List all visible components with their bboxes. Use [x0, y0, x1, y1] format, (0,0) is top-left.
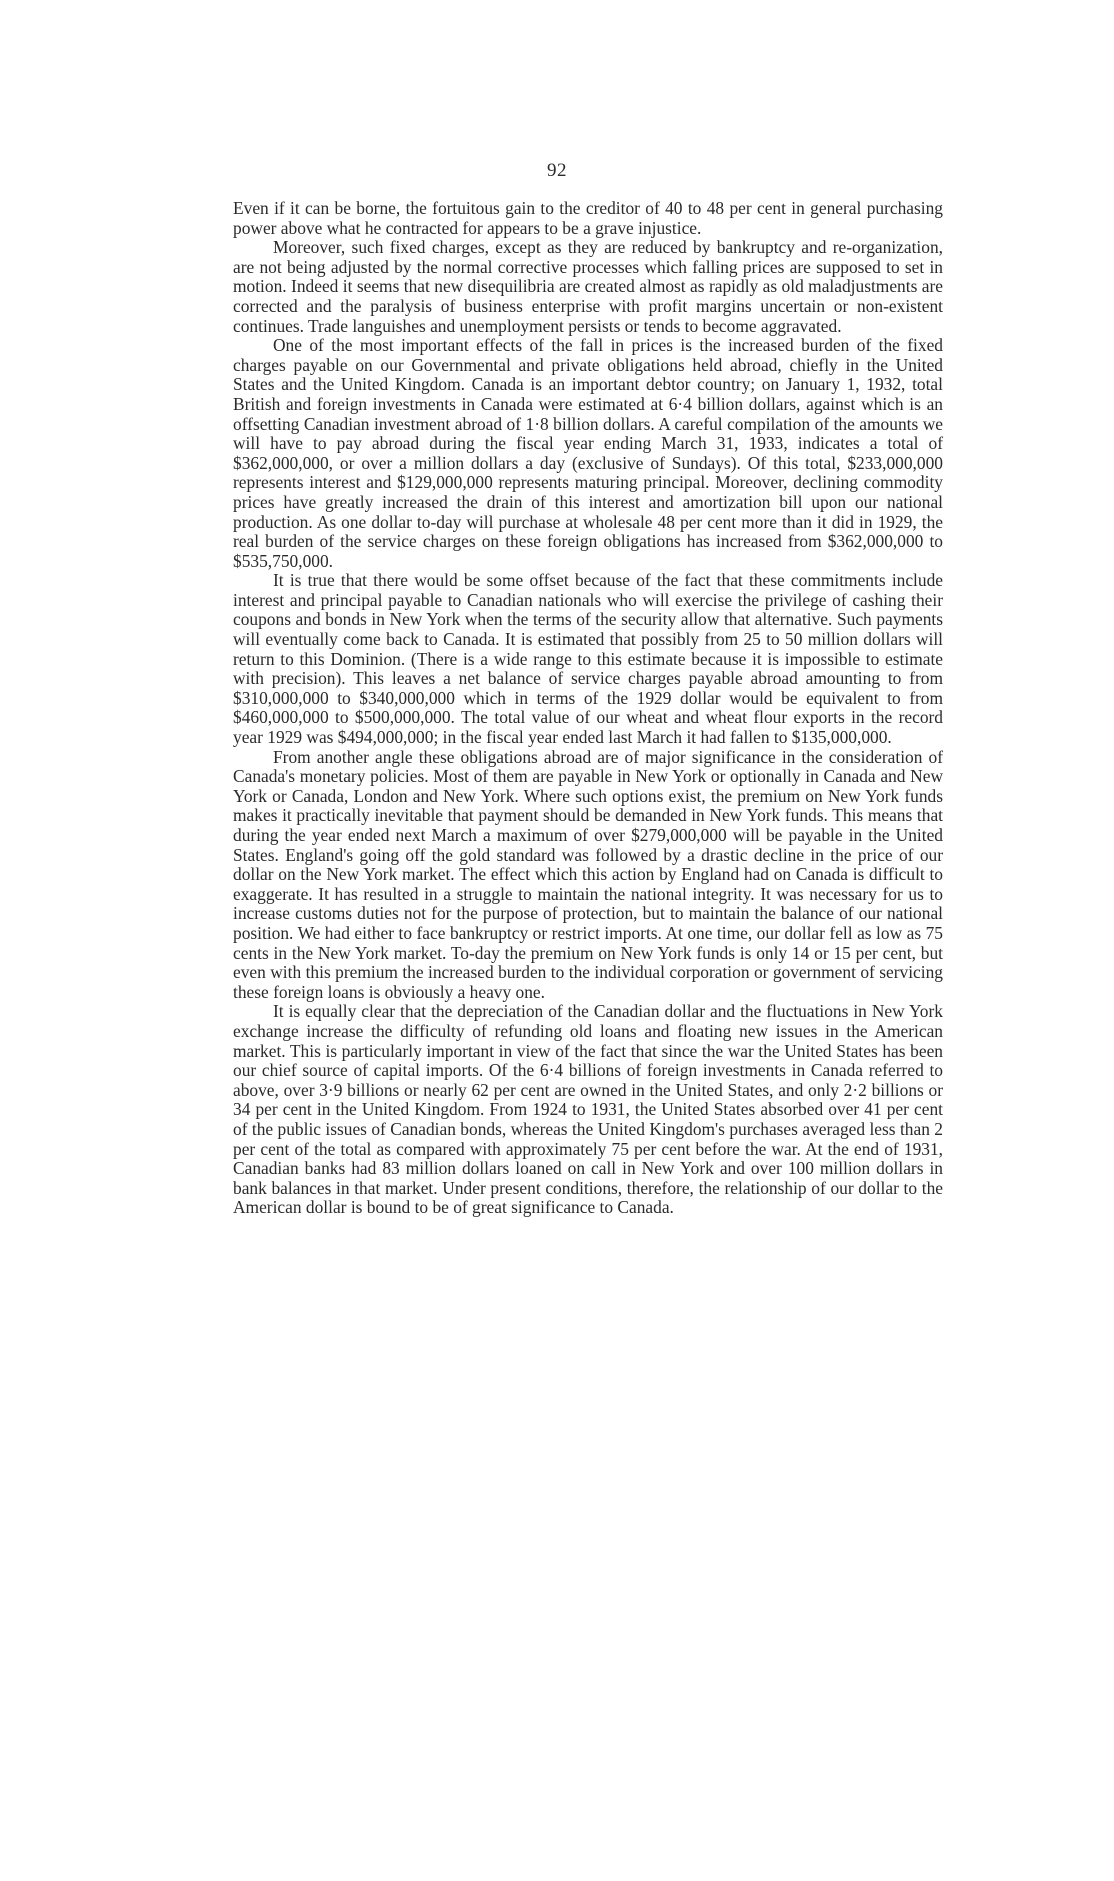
paragraph: Moreover, such fixed charges, except as they are reduced by bankruptcy and re-organization, are not being adjusted by the normal corrective processes which falling prices are supposed to set in motion. Indeed it seems that new disequilibria are created almost as rapidly as old maladjustments are corrected and the paralysis of business enterprise with profit margins uncertain or non-existent continues. Trade languishes and unemployment persists or tends to become aggravated. — [233, 237, 943, 336]
paragraph: From another angle these obligations abroad are of major significance in the consideration of Canada's monetary policies. Most of them are payable in New York or optionally in Canada and New York or Canada, London and New York. Where such options exist, the premium on New York funds makes it practically inevitable that payment should be demanded in New York funds. This means that during the year ended next March a maximum of over $279,000,000 will be payable in the United States. England's going off the gold standard was followed by a drastic decline in the price of our dollar on the New York market. The effect which this action by England had on Canada is difficult to exaggerate. It has resulted in a struggle to maintain the national integrity. It was necessary for us to increase customs duties not for the purpose of protection, but to maintain the balance of our national position. We had either to face bankruptcy or restrict imports. At one time, our dollar fell as low as 75 cents in the New York market. To-day the premium on New York funds is only 14 or 15 per cent, but even with this premium the increased burden to the individual corporation or government of servicing these foreign loans is obviously a heavy one. — [233, 746, 943, 1002]
paragraph: It is true that there would be some offset because of the fact that these commitments include interest and principal payable to Canadian nationals who will exercise the privilege of cashing their coupons and bonds in New York when the terms of the security allow that alternative. Such payments will eventually come back to Canada. It is estimated that possibly from 25 to 50 million dollars will return to this Dominion. (There is a wide range to this estimate because it is impossible to estimate with precision). This leaves a net balance of service charges payable abroad amounting to from $310,000,000 to $340,000,000 which in terms of the 1929 dollar would be equivalent to from $460,000,000 to $500,000,000. The total value of our wheat and wheat flour exports in the record year 1929 was $494,000,000; in the fiscal year ended last March it had fallen to $135,000,000. — [233, 570, 943, 748]
paragraph: It is equally clear that the depreciation of the Canadian dollar and the fluctuations in New York exchange increase the difficulty of refunding old loans and floating new issues in the American market. This is particularly important in view of the fact that since the war the United States has been our chief source of capital imports. Of the 6·4 billions of foreign investments in Canada referred to above, over 3·9 billions or nearly 62 per cent are owned in the United States, and only 2·2 billions or 34 per cent in the United Kingdom. From 1924 to 1931, the United States absorbed over 41 per cent of the public issues of Canadian bonds, whereas the United Kingdom's purchases averaged less than 2 per cent of the total as compared with approximately 75 per cent before the war. At the end of 1931, Canadian banks had 83 million dollars loaned on call in New York and over 100 million dollars in bank balances in that market. Under present conditions, therefore, the relationship of our dollar to the American dollar is bound to be of great significance to Canada. — [233, 1001, 943, 1218]
body-text — [233, 199, 943, 1218]
paragraph: One of the most important effects of the fall in prices is the increased burden of the fixed charges payable on our Governmental and private obligations held abroad, chiefly in the United States and the United Kingdom. Canada is an important debtor country; on January 1, 1932, total British and foreign investments in Canada were estimated at 6·4 billion dollars, against which is an offsetting Canadian investment abroad of 1·8 billion dollars. A careful compilation of the amounts we will have to pay abroad during the fiscal year ending March 31, 1933, indicates a total of $362,000,000, or over a million dollars a day (exclusive of Sundays). Of this total, $233,000,000 represents interest and $129,000,000 represents maturing principal. Moreover, declining commodity prices have greatly increased the drain of this interest and amortization bill upon our national production. As one dollar to-day will purchase at wholesale 48 per cent more than it did in 1929, the real burden of the service charges on these foreign obligations has increased from $362,000,000 to $535,750,000. — [233, 335, 943, 571]
page-number: 92 — [547, 160, 567, 181]
paragraph: Even if it can be borne, the fortuitous gain to the creditor of 40 to 48 per cent in general purchasing power above what he contracted for appears to be a grave injustice. — [233, 198, 943, 238]
